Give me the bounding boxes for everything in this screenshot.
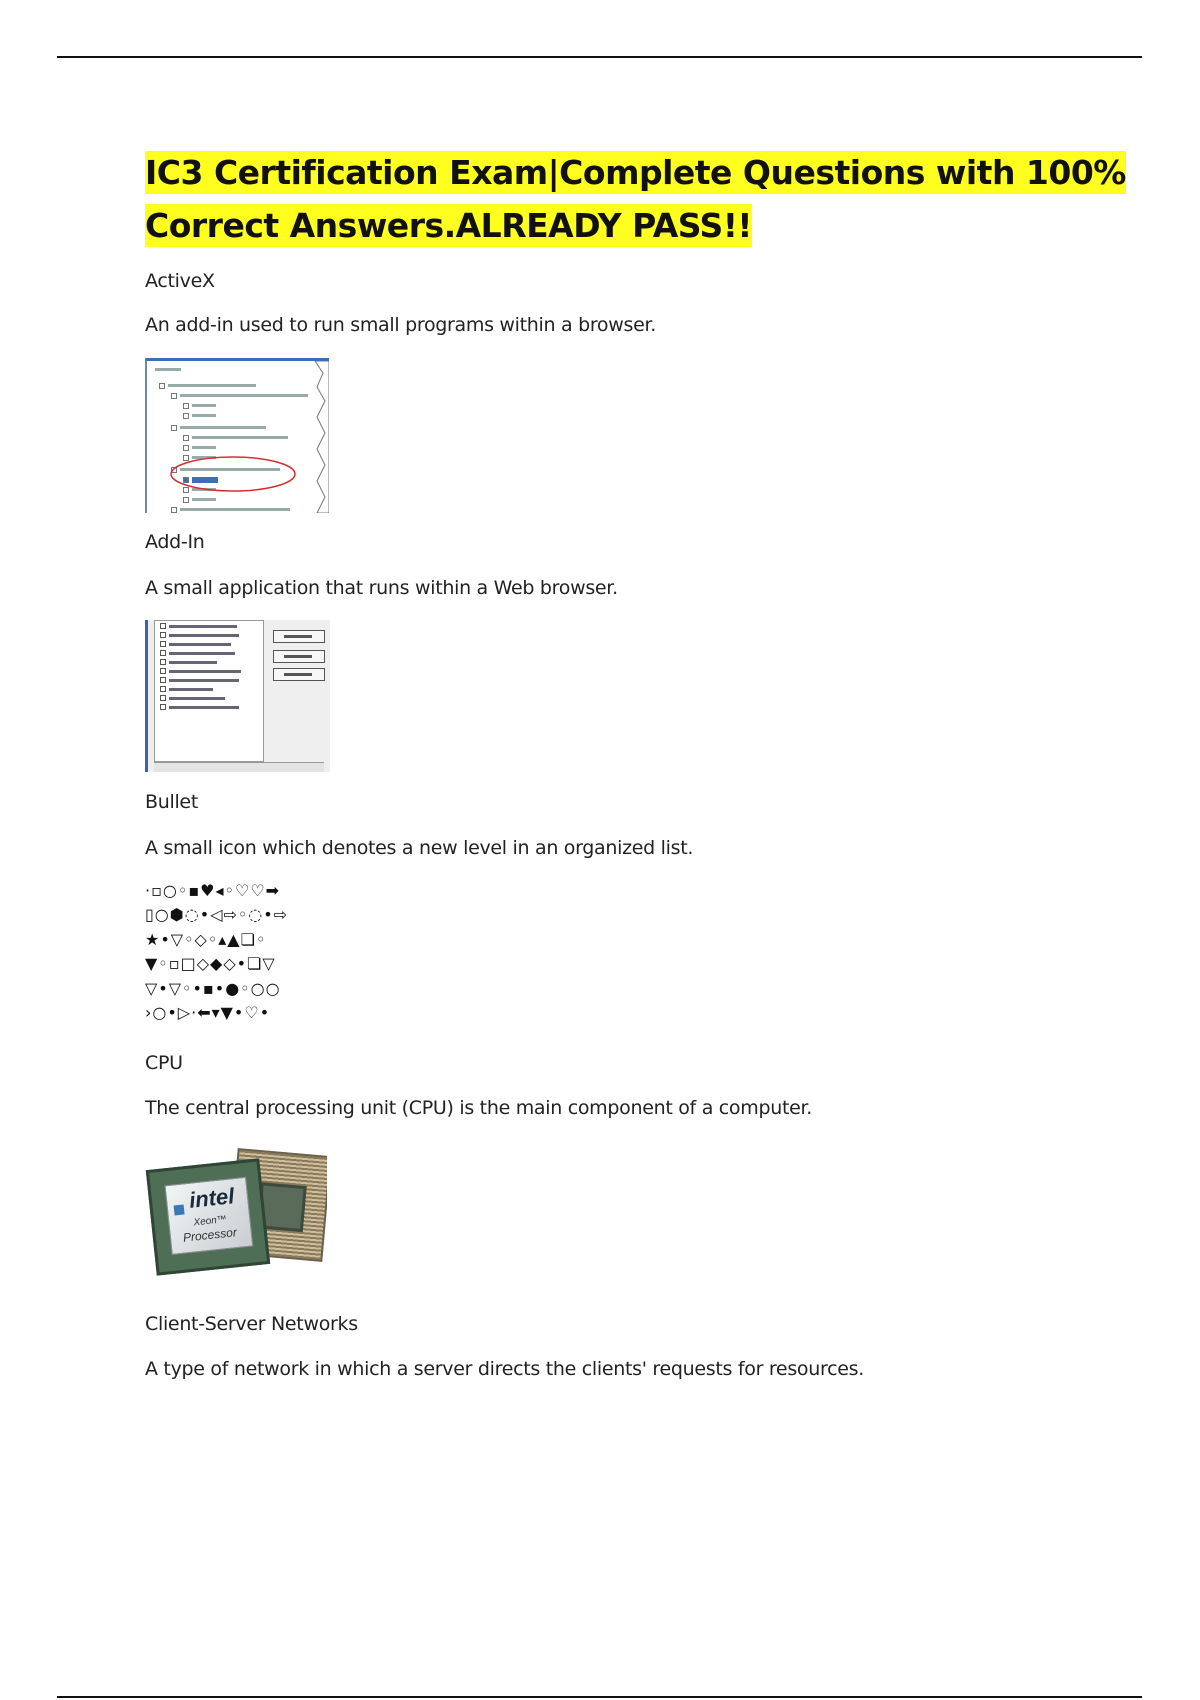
term-activex: ActiveX (145, 270, 215, 292)
add-ins-dialog-image (145, 620, 330, 772)
definition-bullet: A small icon which denotes a new level in an organized list. (145, 837, 694, 859)
bullet-symbols-image (145, 879, 330, 1029)
definition-add-in: A small application that runs within a Web browser. (145, 577, 618, 599)
bullet-row: ▼◦▫□◇◆◇•❏▽ (145, 954, 276, 974)
definition-client-server-networks: A type of network in which a server directs the clients' requests for resources. (145, 1358, 864, 1380)
footer-rule (57, 1696, 1142, 1698)
bullet-row: ›○•▷·⬅▾▼•♡• (145, 1003, 271, 1023)
definition-activex: An add-in used to run small programs within a browser. (145, 314, 656, 336)
header-rule (57, 56, 1142, 58)
term-cpu: CPU (145, 1052, 183, 1074)
term-bullet: Bullet (145, 791, 198, 813)
cpu-processor-image (145, 1146, 327, 1276)
cpu-chip-front (146, 1158, 270, 1275)
bullet-row: ·▫○◦▪♥◂◦♡♡➡ (145, 881, 281, 900)
document-title (145, 146, 1145, 252)
cpu-model-label: Xeon™ (192, 1214, 228, 1229)
intel-logo: intel (187, 1183, 236, 1213)
term-client-server-networks: Client-Server Networks (145, 1313, 358, 1335)
term-add-in: Add-In (145, 531, 205, 553)
highlight-ellipse-icon (147, 361, 329, 513)
definition-cpu: The central processing unit (CPU) is the main component of a computer. (145, 1097, 812, 1119)
bullet-row: ▯○⬢◌•◁⇨◦◌•⇨ (145, 905, 289, 925)
cpu-processor-label: Processor (182, 1225, 238, 1245)
activex-settings-image (145, 358, 329, 513)
bullet-row: ▽•▽◦•▪•●◦○○ (145, 978, 281, 998)
bullet-row: ★•▽◦◇◦▴▲❏◦ (145, 929, 267, 949)
title-line-2: Correct Answers.ALREADY PASS!! (145, 206, 752, 245)
title-line-1: IC3 Certification Exam|Complete Questions with 100% (145, 153, 1126, 192)
